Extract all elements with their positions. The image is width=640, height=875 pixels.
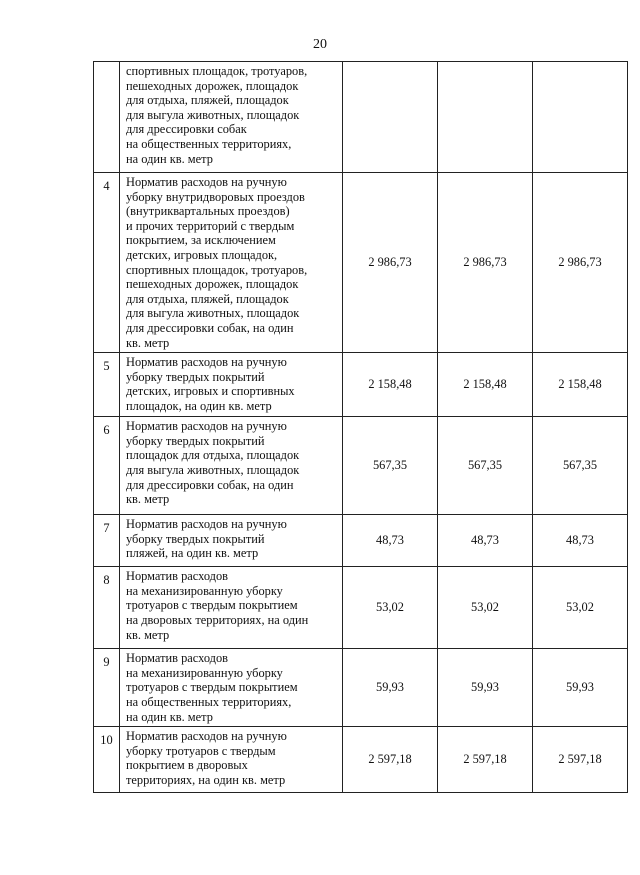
row-description [120,353,343,417]
table-row [94,62,628,173]
description-line: спортивных площадок, тротуаров, [126,64,308,78]
row-description [120,727,343,793]
table-row [94,567,628,649]
row-description [120,515,343,567]
description-line: уборку тротуаров с твердым [126,743,276,758]
row-number: 6 [94,417,120,515]
description-line: кв. метр [126,492,170,507]
value-cell-1: 48,73 [343,515,438,567]
value-cell-3 [533,62,628,173]
description-line: тротуаров с твердым покрытием [126,598,298,613]
description-line: на общественных территориях, [126,136,292,151]
value-cell-1: 2 986,73 [343,173,438,353]
value-cell-2 [438,62,533,173]
value-cell-1 [343,62,438,173]
value-cell-2: 2 986,73 [438,173,533,353]
row-number [94,62,120,173]
description-line: площадок, на один кв. метр [126,398,272,413]
value-cell-1: 567,35 [343,417,438,515]
description-line: площадок для отдыха, площадок [126,448,300,463]
row-description [120,567,343,649]
value-cell-2: 2 597,18 [438,727,533,793]
description-line: Норматив расходов на ручную [126,729,287,744]
description-line: уборку твердых покрытий [126,433,265,448]
value-cell-2: 48,73 [438,515,533,567]
value-cell-3: 2 158,48 [533,353,628,417]
value-cell-1: 2 158,48 [343,353,438,417]
value-cell-2: 567,35 [438,417,533,515]
description-line: и прочих территорий с твердым [126,218,295,233]
row-number: 10 [94,727,120,793]
description-line: пешеходных дорожек, площадок [126,78,299,93]
description-line: для выгула животных, площадок [126,462,300,477]
value-cell-3: 2 986,73 [533,173,628,353]
description-line: пешеходных дорожек, площадок [126,277,299,292]
value-cell-3: 567,35 [533,417,628,515]
table-row [94,173,628,353]
description-line: тротуаров с твердым покрытием [126,680,298,695]
description-line: Норматив расходов на ручную [126,175,287,189]
page-number: 20 [313,37,327,52]
description-line: для отдыха, пляжей, площадок [126,93,289,108]
description-line: детских, игровых площадок, [126,247,278,262]
description-line: Норматив расходов на ручную [126,517,287,532]
description-line: пляжей, на один кв. метр [126,546,259,561]
description-line: на один кв. метр [126,151,213,166]
row-number: 5 [94,353,120,417]
description-line: покрытием, за исключением [126,233,276,248]
description-line: территориях, на один кв. метр [126,772,286,787]
description-line: для отдыха, пляжей, площадок [126,291,289,306]
description-line: для дрессировки собак, на один [126,320,294,335]
value-cell-3: 2 597,18 [533,727,628,793]
row-description [120,649,343,727]
description-line: на механизированную уборку [126,583,283,598]
description-line: для выгула животных, площадок [126,306,300,321]
row-description [120,417,343,515]
value-cell-3: 59,93 [533,649,628,727]
description-line: на механизированную уборку [126,665,283,680]
description-line: на дворовых территориях, на один [126,612,309,627]
value-cell-3: 48,73 [533,515,628,567]
description-line: для выгула животных, площадок [126,107,300,122]
table-row [94,353,628,417]
row-description [120,62,343,173]
value-cell-2: 53,02 [438,567,533,649]
norms-table [93,61,628,793]
description-line: кв. метр [126,627,170,642]
value-cell-2: 2 158,48 [438,353,533,417]
value-cell-1: 53,02 [343,567,438,649]
row-number: 9 [94,649,120,727]
description-line: на один кв. метр [126,709,213,724]
description-line: Норматив расходов на ручную [126,355,287,370]
description-line: для дрессировки собак [126,122,247,137]
row-number: 4 [94,173,120,353]
description-line: уборку твердых покрытий [126,531,265,546]
value-cell-1: 59,93 [343,649,438,727]
description-line: кв. метр [126,335,170,350]
value-cell-3: 53,02 [533,567,628,649]
description-line: Норматив расходов на ручную [126,419,287,434]
description-line: (внутриквартальных проездов) [126,204,290,219]
row-description [120,173,343,353]
description-line: детских, игровых и спортивных [126,384,295,399]
description-line: уборку внутридворовых проездов [126,189,305,204]
description-line: Норматив расходов [126,569,229,584]
row-number: 7 [94,515,120,567]
value-cell-1: 2 597,18 [343,727,438,793]
norms-table-body [94,62,628,793]
table-row [94,727,628,793]
description-line: для дрессировки собак, на один [126,477,294,492]
description-line: спортивных площадок, тротуаров, [126,262,308,277]
description-line: Норматив расходов [126,651,229,666]
row-number: 8 [94,567,120,649]
table-row [94,515,628,567]
description-line: покрытием в дворовых [126,758,248,773]
description-line: уборку твердых покрытий [126,369,265,384]
value-cell-2: 59,93 [438,649,533,727]
table-row [94,417,628,515]
table-row [94,649,628,727]
description-line: на общественных территориях, [126,694,292,709]
